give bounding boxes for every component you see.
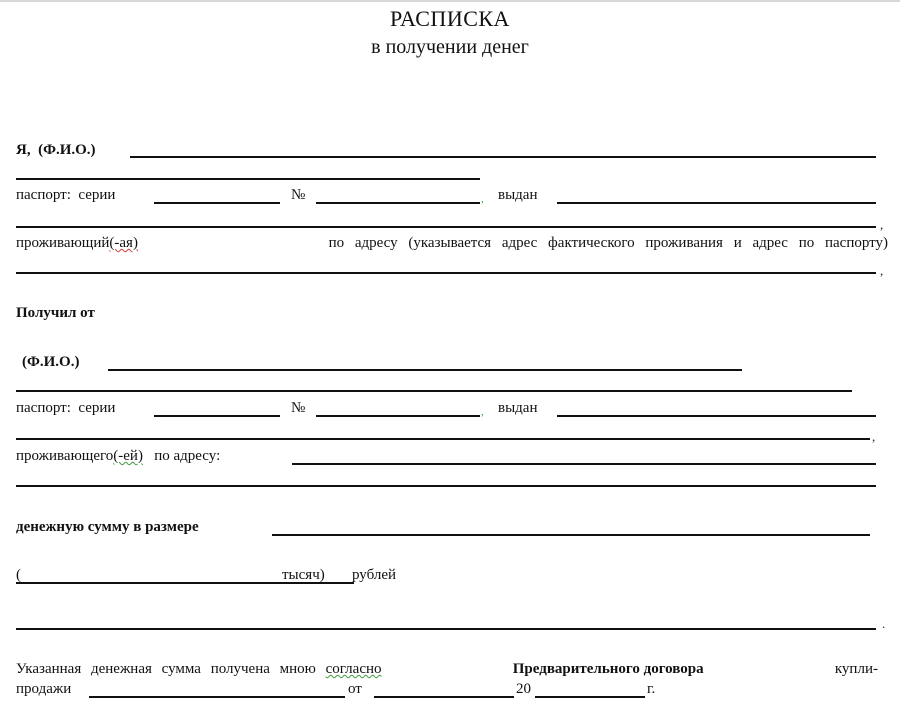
footer-contract-label: Предварительного договора (512, 661, 704, 677)
recipient-passport-number-field[interactable] (316, 202, 480, 204)
recipient-issued-label: выдан (498, 187, 538, 203)
amount-open-paren: ( (16, 567, 21, 583)
recipient-intro-label: Я, (16, 142, 31, 158)
page-top-border (0, 0, 900, 2)
contract-date-field[interactable] (374, 696, 514, 698)
footer-contract-type-part1: купли- (834, 661, 878, 677)
recipient-issued-field-continued[interactable] (16, 226, 876, 228)
payer-passport-label: паспорт: серии (16, 400, 116, 416)
recipient-passport-label: паспорт: серии (16, 187, 116, 203)
payer-issued-field[interactable] (557, 415, 876, 417)
recipient-residing-note: по адресу (указывается адрес фактического проживания и адрес по паспорту) (328, 235, 888, 251)
recipient-intro (16, 141, 96, 159)
payer-issued-label: выдан (498, 400, 538, 416)
amount-thousands-label: тысяч) (282, 567, 325, 583)
footer-statement: Указанная денежная сумма получена мною согласно (16, 661, 382, 677)
payer-passport-number-field[interactable] (316, 415, 480, 417)
recipient-residing-line (16, 234, 888, 252)
footer-from-label: от (348, 681, 362, 697)
payer-fio-field[interactable] (108, 369, 742, 371)
recipient-issued-field[interactable] (557, 202, 876, 204)
recipient-fio-field-continued[interactable] (16, 178, 480, 180)
footer-year-suffix: г. (647, 681, 656, 697)
payer-number-suffix: , (481, 406, 484, 418)
payer-fio-field-continued[interactable] (16, 390, 852, 392)
footer-year-prefix: 20 (516, 681, 531, 697)
payer-section-label: Получил от (16, 305, 95, 321)
contract-number-field[interactable] (89, 696, 345, 698)
recipient-trailing-comma-2: , (880, 263, 884, 278)
recipient-passport-series-field[interactable] (154, 202, 280, 204)
contract-year-field[interactable] (535, 696, 645, 698)
recipient-address-field[interactable] (16, 272, 876, 274)
payer-passport-series-field[interactable] (154, 415, 280, 417)
footer-contract-type-part2: продажи (16, 681, 72, 697)
amount-currency-label: рублей (352, 567, 397, 583)
recipient-fio-field[interactable] (130, 156, 876, 158)
document-title: РАСПИСКА (390, 6, 510, 31)
payer-fio-label: (Ф.И.О.) (22, 354, 80, 370)
amount-trailing-period: . (882, 616, 886, 631)
amount-label: денежную сумму в размере (16, 519, 199, 535)
payer-number-label: № (291, 400, 306, 416)
recipient-number-label: № (291, 187, 306, 203)
payer-address-field[interactable] (292, 463, 876, 465)
footer-statement-line (16, 660, 878, 678)
payer-trailing-comma: , (872, 429, 876, 444)
payer-residing-label: проживающего(-ей) по адресу: (16, 448, 221, 464)
payer-address-field-continued[interactable] (16, 485, 876, 487)
amount-numeric-field[interactable] (272, 534, 870, 536)
recipient-trailing-comma: , (880, 217, 884, 232)
document-subtitle: в получении денег (371, 36, 529, 58)
recipient-number-suffix: , (481, 193, 484, 205)
recipient-fio-label: (Ф.И.О.) (38, 142, 96, 158)
recipient-residing-label: проживающий(-ая) (16, 235, 138, 251)
amount-words-field-continued[interactable] (16, 628, 876, 630)
payer-issued-field-continued[interactable] (16, 438, 870, 440)
